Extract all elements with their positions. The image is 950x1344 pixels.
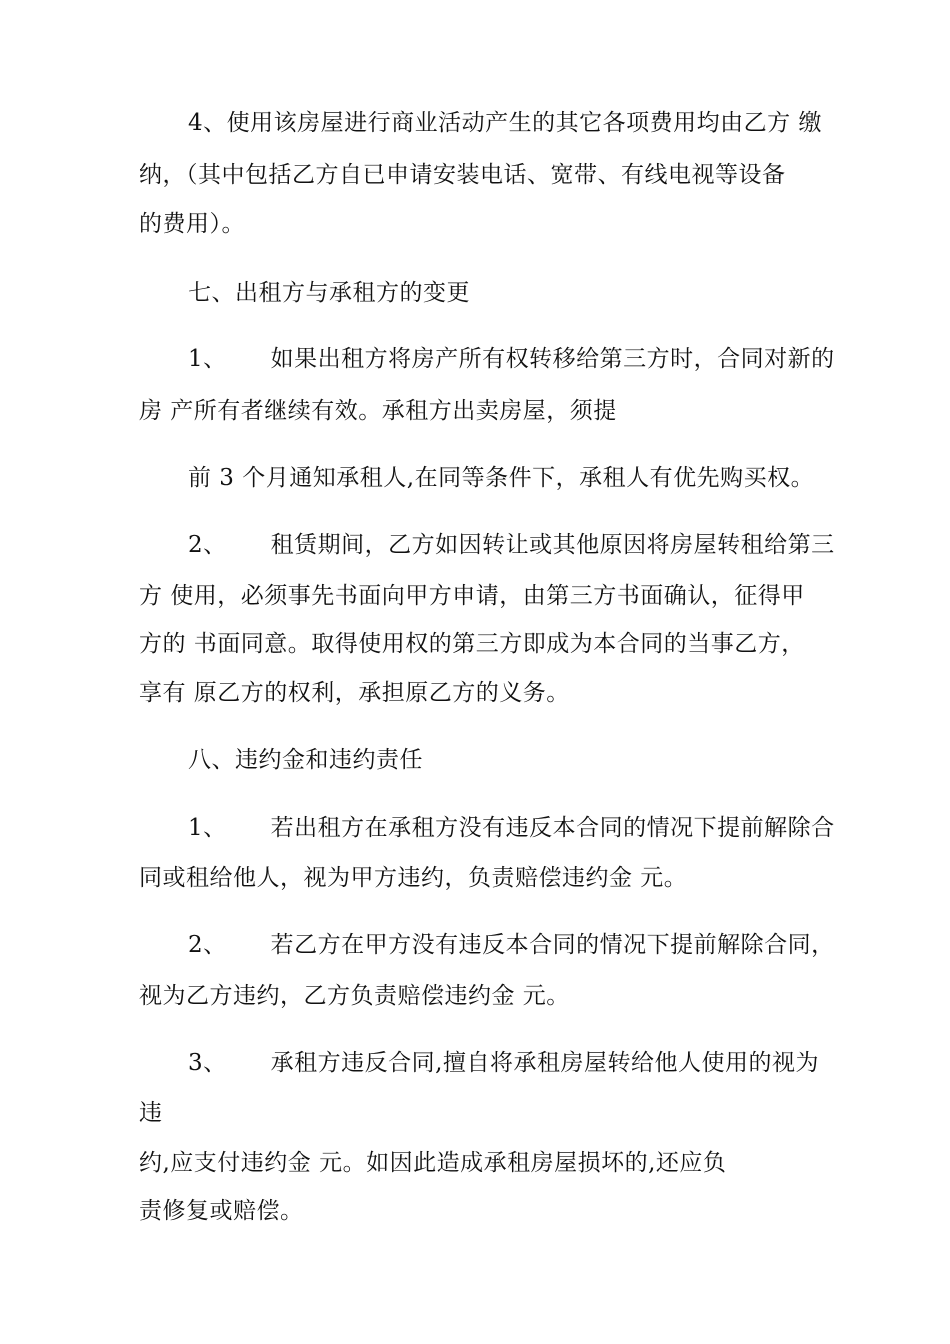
paragraph-line: 方 使用，必须事先书面向甲方申请，由第三方书面确认，征得甲 [139, 583, 805, 609]
clause-text: 若出租方在承租方没有违反本合同的情况下提前解除合 [270, 815, 835, 841]
clause-text: 如果出租方将房产所有权转移给第三方时，合同对新的 [270, 346, 835, 372]
clause-text: 租赁期间，乙方如因转让或其他原因将房屋转租给第三 [270, 532, 835, 558]
clause-text: 若乙方在甲方没有违反本合同的情况下提前解除合同， [270, 932, 835, 958]
paragraph-line: 约,应支付违约金 元。如因此造成承租房屋损坏的,还应负 [139, 1150, 727, 1176]
paragraph-line: 的费用）。 [139, 211, 245, 237]
paragraph-line: 前 3 个月通知承租人,在同等条件下，承租人有优先购买权。 [188, 465, 815, 491]
paragraph-line: 4、使用该房屋进行商业活动产生的其它各项费用均由乙方 缴 [188, 110, 822, 136]
clause-text: 承租方违反合同,擅自将承租房屋转给他人使用的视为 [270, 1050, 819, 1076]
paragraph-line: 房 产所有者继续有效。承租方出卖房屋，须提 [139, 398, 617, 424]
paragraph-line: 享有 原乙方的权利，承担原乙方的义务。 [139, 680, 570, 706]
section-heading: 八、违约金和违约责任 [188, 747, 423, 773]
clause-number: 1、 [188, 346, 227, 372]
paragraph-line [188, 930, 835, 960]
paragraph-line: 责修复或赔偿。 [139, 1198, 304, 1224]
paragraph-line: 视为乙方违约，乙方负责赔偿违约金 元。 [139, 983, 570, 1009]
paragraph-line [188, 1048, 819, 1078]
paragraph-line [188, 344, 835, 374]
paragraph-line [188, 530, 835, 560]
paragraph-line: 违 [139, 1100, 163, 1126]
paragraph-line: 纳，（其中包括乙方自已申请安装电话、宽带、有线电视等设备 [139, 162, 786, 188]
paragraph-line: 方的 书面同意。取得使用权的第三方即成为本合同的当事乙方， [139, 631, 805, 657]
paragraph-line: 同或租给他人，视为甲方违约，负责赔偿违约金 元。 [139, 865, 688, 891]
clause-number: 2、 [188, 932, 227, 958]
clause-number: 2、 [188, 532, 227, 558]
clause-number: 3、 [188, 1050, 227, 1076]
clause-number: 1、 [188, 815, 227, 841]
section-heading: 七、出租方与承租方的变更 [188, 280, 470, 306]
paragraph-line [188, 813, 835, 843]
